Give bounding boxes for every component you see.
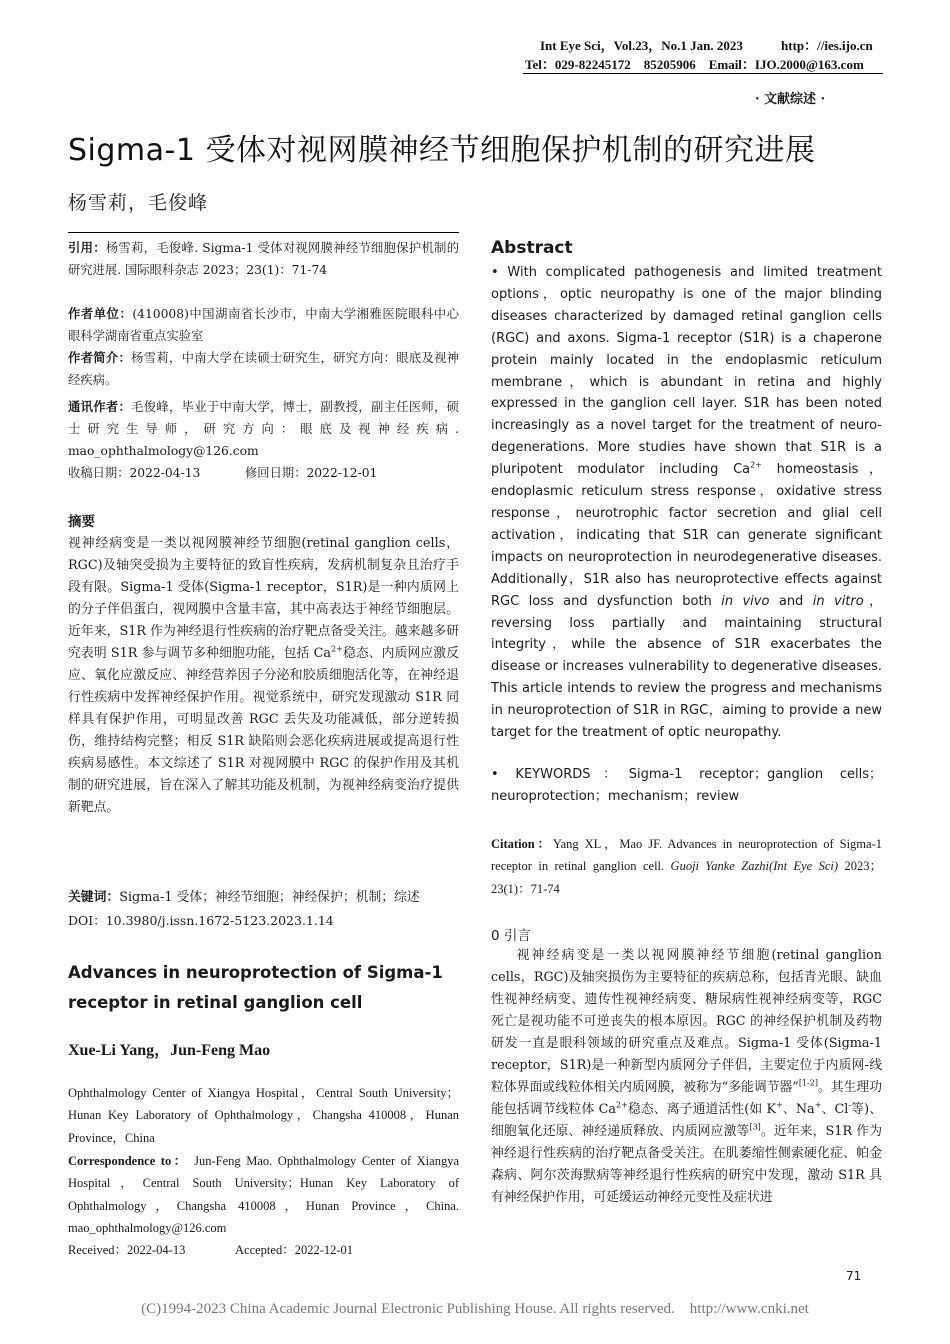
keywords-cn-text: Sigma-1 受体；神经节细胞；神经保护；机制；综述 [119, 890, 420, 905]
citation-en [491, 833, 882, 900]
intro-sup-1: 2+ [616, 1100, 628, 1110]
left-column-rule [68, 232, 459, 233]
abstract-en-bullet: • [491, 265, 499, 280]
intro-paragraph [491, 945, 882, 1209]
authors: 杨雪莉，毛俊峰 [68, 192, 209, 214]
bio-text: 杨雪莉，中南大学在读硕士研究生，研究方向：眼底及视神经疾病。 [68, 351, 459, 387]
abstract-en-text-d: ，reversing loss partially and maintaining structural integrity，while the absence of S1R exacerbates the disease or increases vulnerability to degenerative diseases. This article intends to review the progress and mechanisms in neuroprotection of S1R in RGC，aiming to provide a new target for the treatment of optic neuropathy. [491, 593, 882, 741]
footer-copyright: (C)1994-2023 China Academic Journal Electronic Publishing House. All rights reserved. http://www.cnki.net [141, 1301, 809, 1317]
intro-heading: 0 引言 [491, 928, 531, 944]
keywords-en-bullet: • [491, 767, 499, 782]
intro-sup-4: - [848, 1100, 852, 1110]
english-affiliation: Ophthalmology Center of Xiangya Hospital，Central South University；Hunan Key Laboratory of Ophthalmology，Changsha 410008，Hunan Province，China [68, 1086, 459, 1145]
author-affiliation [68, 303, 459, 347]
journal-url[interactable]: http：//ies.ijo.cn [781, 38, 873, 53]
abstract-cn-body [68, 533, 459, 819]
journal-contact: Tel：029-82245172 85205906 Email：IJO.2000@163.com [525, 57, 864, 72]
intro-text-3: 稳态、离子通道活性(如 K [627, 1102, 777, 1117]
cn-citation [68, 237, 459, 281]
abstract-en-body [491, 262, 882, 744]
intro-text-4: 、Na [782, 1102, 815, 1117]
abstract-en-sup: 2+ [750, 460, 762, 470]
keywords-en-text: Sigma-1 receptor；ganglion cells；neuroprotection；mechanism；review [491, 767, 883, 804]
correspondence-label: Correspondence to： [68, 1154, 189, 1168]
header-rule [523, 73, 883, 74]
citation-en-label: Citation： [491, 837, 553, 851]
abstract-cn-sup: 2+ [331, 644, 343, 654]
keywords-en [491, 764, 882, 808]
intro-text-1: 视神经病变是一类以视网膜神经节细胞(retinal ganglion cells，RGC)及轴突损伤为主要特征的疾病总称，包括青光眼、缺血性视神经病变、遗传性视神经病变、糖尿病性视神经病变等，RGC 死亡是视功能不可逆丧失的根本原因。RGC 的神经保护机制及药物研发一直是眼科领域的研究重点及难点。Sigma-1 受体(Sigma-1 receptor，S1R)是一种新型内质网分子伴侣，主要定位于内质网-线粒体界面或线粒体相关内质网膜，被称为“多能调节器” [491, 948, 882, 1095]
correspondence-text: Jun-Feng Mao. Ophthalmology Center of Xiangya Hospital，Central South University；Hunan Key Laboratory of Ophthalmology，Changsha 410008，Hunan Province，China. mao_ophthalmology@126.com [68, 1154, 460, 1236]
abstract-en-heading: Abstract [491, 238, 573, 258]
in-vitro: in vitro [812, 593, 864, 609]
intro-text-2: 。其生理功能包括调节线粒体 Ca [491, 1080, 883, 1117]
keywords-cn-label: 关键词： [68, 890, 120, 905]
section-label: · 文献综述 · [755, 92, 826, 107]
affiliation-text: (410008)中国湖南省长沙市，中南大学湘雅医院眼科中心 眼科学湖南省重点实验室 [68, 307, 459, 343]
abstract-cn-heading: 摘要 [68, 514, 95, 530]
corresponding-text: 毛俊峰，毕业于中南大学，博士，副教授，副主任医师，硕士研究生导师，研究方向：眼底及视神经疾病. mao_ophthalmology@126.com [68, 400, 459, 458]
english-correspondence [68, 1150, 459, 1240]
page-number: 71 [846, 1269, 862, 1283]
intro-text-6: 等)、细胞氧化还原、神经递质释放、内质网应激等 [491, 1102, 883, 1139]
revised-date-cn: 修回日期：2022-12-01 [245, 466, 378, 480]
citation-en-text-b: 2023；23(1)：71-74 [491, 859, 882, 896]
citation-en-journal: Guoji Yanke Zazhi(Int Eye Sci) [670, 859, 839, 874]
intro-sup-3: + [814, 1100, 822, 1110]
journal-citation: Int Eye Sci，Vol.23，No.1 Jan. 2023 [540, 38, 743, 53]
corresponding-author [68, 396, 459, 462]
intro-ref-2[interactable]: [3] [749, 1122, 761, 1132]
bio-label: 作者简介： [68, 351, 132, 365]
abstract-en-text-c: and [769, 593, 813, 609]
abstract-en-text-b: homeostasis，endoplasmic reticulum stress response，oxidative stress response，neurotrophic factor secretion and glial cell activation，indicating that S1R can generate significant impacts on neuroprotection in neurodegenerative diseases. Additionally，S1R also has neuroprotective effects against RGC loss and dysfunction both [491, 462, 882, 609]
english-authors: Xue-Li Yang，Jun-Feng Mao [68, 1042, 271, 1059]
affiliation-label: 作者单位： [68, 307, 133, 321]
intro-ref-1[interactable]: [1-2] [798, 1078, 818, 1088]
cn-citation-text: 杨雪莉，毛俊峰. Sigma-1 受体对视网膜神经节细胞保护机制的研究进展. 国际眼科杂志 2023；23(1)：71-74 [68, 241, 459, 277]
corresponding-label: 通讯作者： [68, 400, 132, 414]
received-date-cn: 收稿日期：2022-04-13 [68, 466, 201, 480]
cn-citation-label: 引用： [68, 241, 106, 255]
keywords-cn [68, 887, 459, 909]
english-accepted: Accepted：2022-12-01 [235, 1243, 354, 1257]
in-vivo: in vivo [721, 593, 770, 609]
intro-text-7: 。近年来，S1R 作为神经退行性疾病的治疗靶点备受关注。在肌萎缩性侧索硬化症、帕金森病、阿尔茨海默病等神经退行性疾病的研究中发现，激动 S1R 具有神经保护作用，可延缓运动神经元变性及症状进 [491, 1124, 882, 1205]
abstract-cn-text-b: 稳态、内质网应激反应、氧化应激反应、神经营养因子分泌和胶质细胞活化等，在神经退行性疾病中发挥神经保护作用。视觉系统中，研究发现激动 S1R 同样具有保护作用，可明显改善 RGC 丢失及功能减低，部分逆转损伤，维持结构完整；相反 S1R 缺陷则会恶化疾病进展或提高退行性疾病易感性。本文综述了 S1R 对视网膜中 RGC 的保护作用及其机制的研究进展，旨在深入了解其功能及机制，为视神经病变治疗提供新靶点。 [68, 646, 459, 815]
page-title: Sigma-1 受体对视网膜神经节细胞保护机制的研究进展 [68, 133, 816, 168]
doi[interactable]: DOI：10.3980/j.issn.1672-5123.2023.1.14 [68, 913, 334, 928]
english-received: Received：2022-04-13 [68, 1243, 186, 1257]
author-bio [68, 347, 459, 391]
english-title: Advances in neuroprotection of Sigma-1 receptor in retinal ganglion cell [68, 963, 443, 1012]
abstract-cn-text-a: 视神经病变是一类以视网膜神经节细胞(retinal ganglion cells，RGC)及轴突受损为主要特征的致盲性疾病，发病机制复杂且治疗手段有限。Sigma-1 受体(Sigma-1 receptor，S1R)是一种内质网上的分子伴侣蛋白，视网膜中含量丰富，其中高表达于神经节细胞层。近年来，S1R 作为神经退行性疾病的治疗靶点备受关注。越来越多研究表明 S1R 参与调节多种细胞功能，包括 Ca [68, 536, 459, 661]
intro-sup-2: + [776, 1100, 783, 1110]
abstract-en-text-a: With complicated pathogenesis and limited treatment options，optic neuropathy is one of the major blinding diseases characterized by damaged retinal ganglion cells (RGC) and axons. Sigma-1 receptor (S1R) is a chaperone protein mainly located in the endoplasmic reticulum membrane，which is abundant in retina and highly expressed in the ganglion cell layer. S1R has been noted increasingly as a novel target for the treatment of neuro-degenerations. More studies have shown that S1R is a pluripotent modulator including Ca [491, 265, 882, 478]
citation-en-text-a: Yang XL，Mao JF. Advances in neuroprotection of Sigma-1 receptor in retinal ganglion cell. [491, 837, 882, 874]
intro-text-5: 、Cl [821, 1102, 849, 1117]
keywords-en-label: KEYWORDS： [515, 767, 629, 782]
